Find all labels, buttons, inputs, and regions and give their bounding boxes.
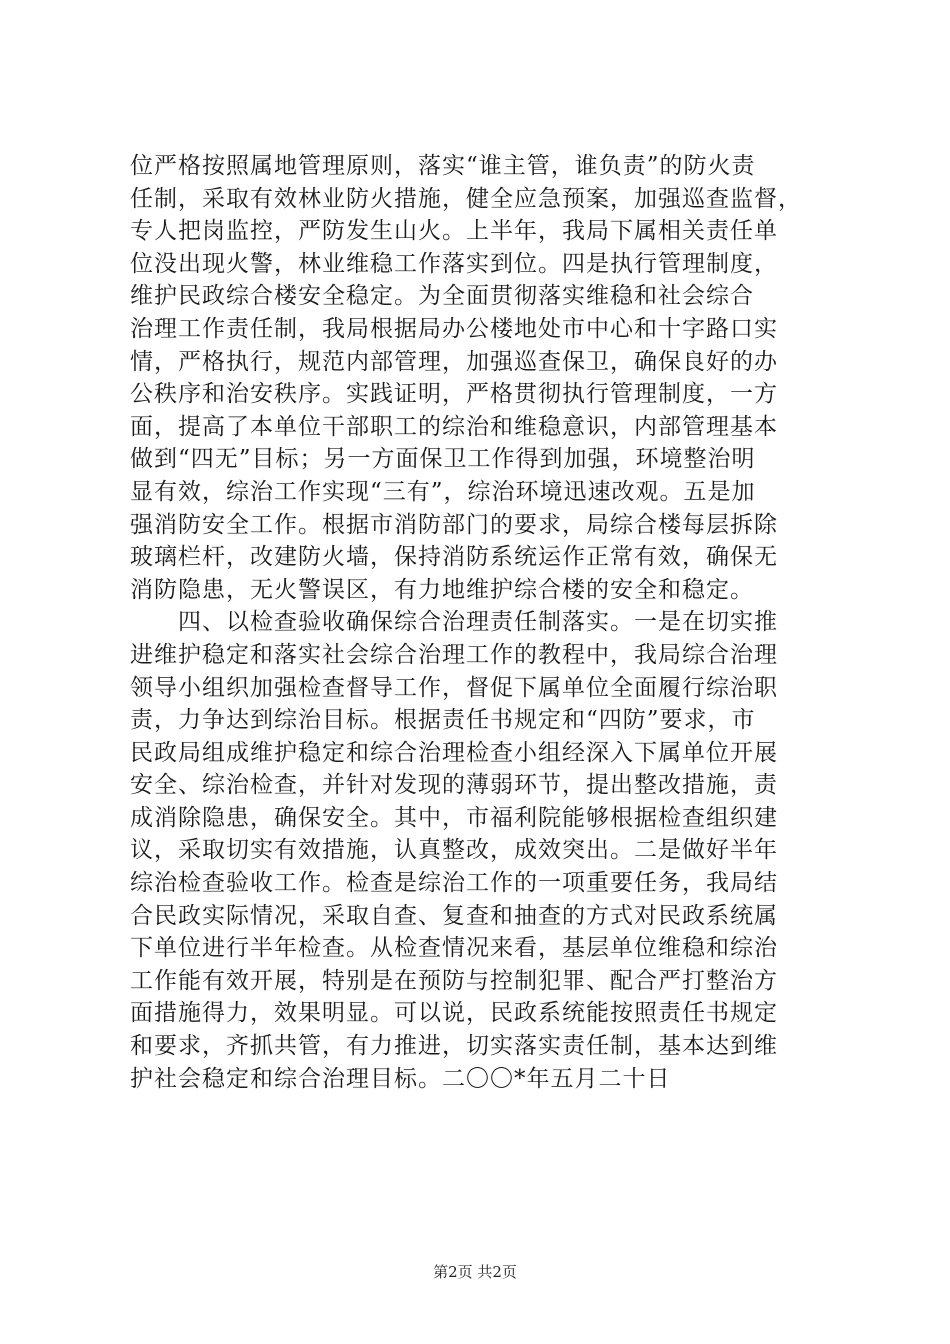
text-line: 安全、综治检查，并针对发现的薄弱环节，提出整改措施，责 xyxy=(130,772,778,799)
text-line: 工作能有效开展，特别是在预防与控制犯罪、配合严打整治方 xyxy=(130,967,778,994)
text-line: 民政局组成维护稳定和综合治理检查小组经深入下属单位开展 xyxy=(130,739,778,766)
body-text xyxy=(130,150,830,1095)
text-line: 做到“四无”目标；另一方面保卫工作得到加强，环境整治明 xyxy=(130,446,756,473)
text-line: 专人把岗监控，严防发生山火。上半年，我局下属相关责任单 xyxy=(130,218,778,245)
text-line: 和要求，齐抓共管，有力推进，切实落实责任制，基本达到维 xyxy=(130,1033,778,1060)
text-line: 领导小组织加强检查督导工作，督促下属单位全面履行综治职 xyxy=(130,674,778,701)
text-line: 议，采取切实有效措施，认真整改，成效突出。二是做好半年 xyxy=(130,837,778,864)
text-line: 进维护稳定和落实社会综合治理工作的教程中，我局综合治理 xyxy=(130,641,778,668)
text-line: 合民政实际情况，采取自查、复查和抽查的方式对民政系统属 xyxy=(130,902,778,929)
page-footer xyxy=(0,1262,950,1282)
text-line: 任制，采取有效林业防火措施，健全应急预案，加强巡查监督， xyxy=(130,185,802,212)
text-line: 位严格按照属地管理原则，落实“谁主管，谁负责”的防火责 xyxy=(130,153,756,179)
text-line: 责，力争达到综治目标。根据责任书规定和“四防”要求，市 xyxy=(130,707,756,734)
text-line: 维护民政综合楼安全稳定。为全面贯彻落实维稳和社会综合 xyxy=(130,283,754,310)
text-line: 显有效，综治工作实现“三有”，综治环境迅速改观。五是加 xyxy=(130,478,756,505)
text-line: 成消除隐患，确保安全。其中，市福利院能够根据检查组织建 xyxy=(130,804,778,831)
page-number-label: 第2页 共2页 xyxy=(433,1263,517,1281)
text-line: 情，严格执行，规范内部管理，加强巡查保卫，确保良好的办 xyxy=(130,348,778,375)
text-line: 面，提高了本单位干部职工的综治和维稳意识，内部管理基本 xyxy=(130,413,778,440)
text-line: 位没出现火警，林业维稳工作落实到位。四是执行管理制度， xyxy=(130,250,778,277)
text-line: 下单位进行半年检查。从检查情况来看，基层单位维稳和综治 xyxy=(130,935,778,962)
text-line: 四、以检查验收确保综合治理责任制落实。一是在切实推 xyxy=(130,609,778,636)
text-line: 公秩序和治安秩序。实践证明，严格贯彻执行管理制度，一方 xyxy=(130,381,778,408)
text-line: 综治检查验收工作。检查是综治工作的一项重要任务，我局结 xyxy=(130,870,778,897)
text-line: 护社会稳定和综合治理目标。二〇〇*年五月二十日 xyxy=(130,1065,671,1092)
text-line: 消防隐患，无火警误区，有力地维护综合楼的安全和稳定。 xyxy=(130,576,754,603)
text-line: 玻璃栏杆，改建防火墙，保持消防系统运作正常有效，确保无 xyxy=(130,544,778,571)
text-line: 强消防安全工作。根据市消防部门的要求，局综合楼每层拆除 xyxy=(130,511,778,538)
text-line: 治理工作责任制，我局根据局办公楼地处市中心和十字路口实 xyxy=(130,315,778,342)
text-line: 面措施得力，效果明显。可以说，民政系统能按照责任书规定 xyxy=(130,1000,778,1027)
